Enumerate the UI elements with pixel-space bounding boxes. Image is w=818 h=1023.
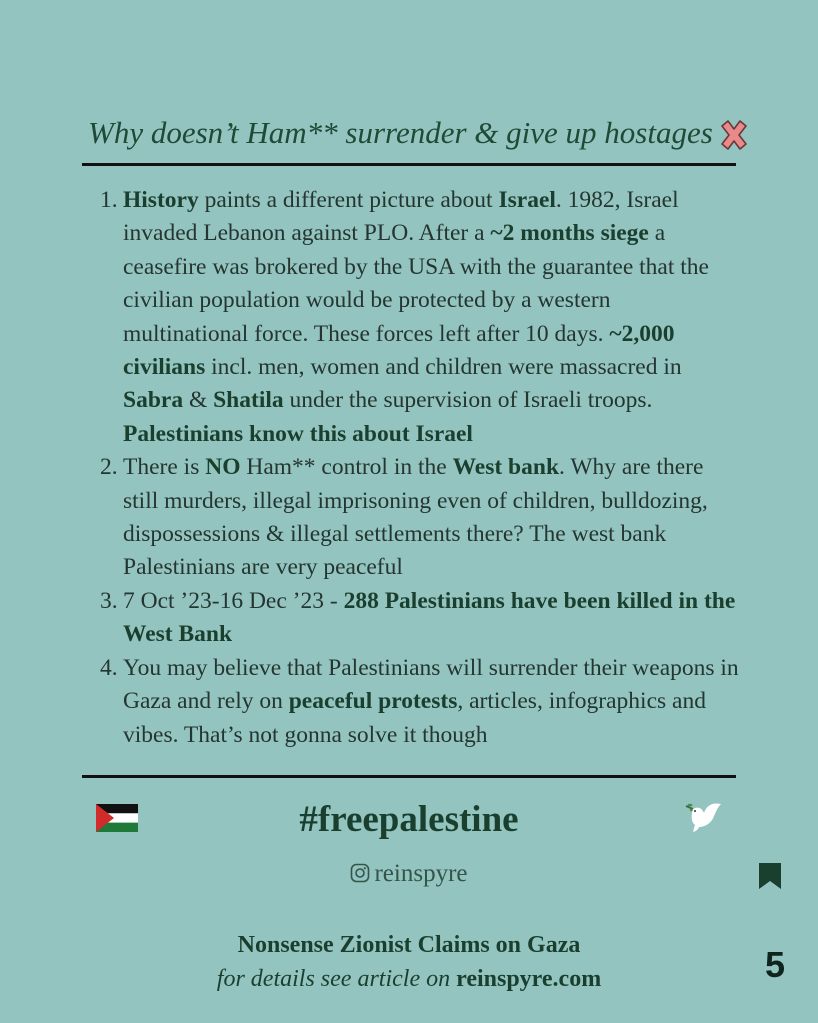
series-title: Nonsense Zionist Claims on Gaza — [237, 932, 581, 958]
emphasis-text: Sabra — [123, 387, 184, 414]
points-list — [100, 184, 740, 752]
emphasis-text: ~2,000 civilians — [123, 320, 675, 381]
instagram-handle[interactable] — [0, 860, 818, 888]
handle-text: reinspyre — [374, 860, 468, 887]
body-text: . Why are there still murders, illegal imprisoning even of children, bulldozing, dispossessions & illegal settlements there? The west bank Palestinians are very peaceful — [123, 454, 708, 581]
list-item-number: 1. — [100, 187, 118, 213]
body-text: a ceasefire was brokered by the USA with the guarantee that the civilian population would be protected by a western multinational force. These forces left after 10 days. — [123, 220, 709, 347]
list-item — [100, 652, 740, 752]
body-text: & — [183, 387, 214, 414]
list-item-number: 2. — [100, 454, 118, 481]
bottom-divider — [82, 775, 736, 778]
page-number: 5 — [764, 944, 786, 985]
body-text: . 1982, Israel invaded Lebanon against PLO. After a — [123, 187, 679, 247]
emphasis-text: West bank — [452, 454, 560, 481]
list-item — [100, 451, 740, 585]
instagram-icon — [350, 862, 370, 882]
details-site-link[interactable]: reinspyre.com — [456, 966, 602, 992]
emphasis-text: Shatila — [213, 387, 284, 414]
body-text: incl. men, women and children were massacred in — [205, 354, 682, 381]
page-title — [88, 108, 738, 158]
emphasis-text: History — [123, 187, 199, 213]
list-item — [100, 184, 740, 451]
emphasis-text: ~2 months siege — [490, 220, 649, 247]
hashtag: #freepalestine — [299, 799, 519, 840]
top-divider — [82, 163, 736, 166]
emphasis-text: Palestinians know this about Israel — [123, 420, 473, 447]
body-text: There is — [123, 454, 206, 481]
emphasis-text: Israel — [498, 187, 556, 213]
body-text: Ham** control in the — [240, 454, 453, 481]
emphasis-text: peaceful protests — [288, 688, 458, 715]
list-item-number: 4. — [100, 654, 118, 681]
details-line — [0, 966, 818, 993]
body-text: You may believe that Palestinians will surrender their weapons in Gaza and rely on — [123, 654, 739, 715]
body-text: , articles, infographics and vibes. That’s not gonna solve it though — [123, 688, 706, 748]
emphasis-text: NO — [205, 454, 241, 481]
page-title-text: Why doesn’t Ham** surrender & give up hostages — [88, 115, 713, 150]
body-text: 7 Oct ’23-16 Dec ’23 - — [123, 587, 344, 614]
body-text: paints a different picture about — [198, 187, 499, 213]
details-prefix: for details see article on — [216, 966, 457, 992]
dove-icon — [684, 800, 724, 834]
body-text: under the supervision of Israeli troops. — [283, 387, 653, 414]
list-item-number: 3. — [100, 587, 118, 614]
list-item — [100, 585, 740, 652]
bookmark-icon[interactable] — [758, 862, 782, 890]
cross-mark-icon — [717, 118, 751, 152]
emphasis-text: 288 Palestinians have been killed in the West Bank — [123, 587, 736, 648]
